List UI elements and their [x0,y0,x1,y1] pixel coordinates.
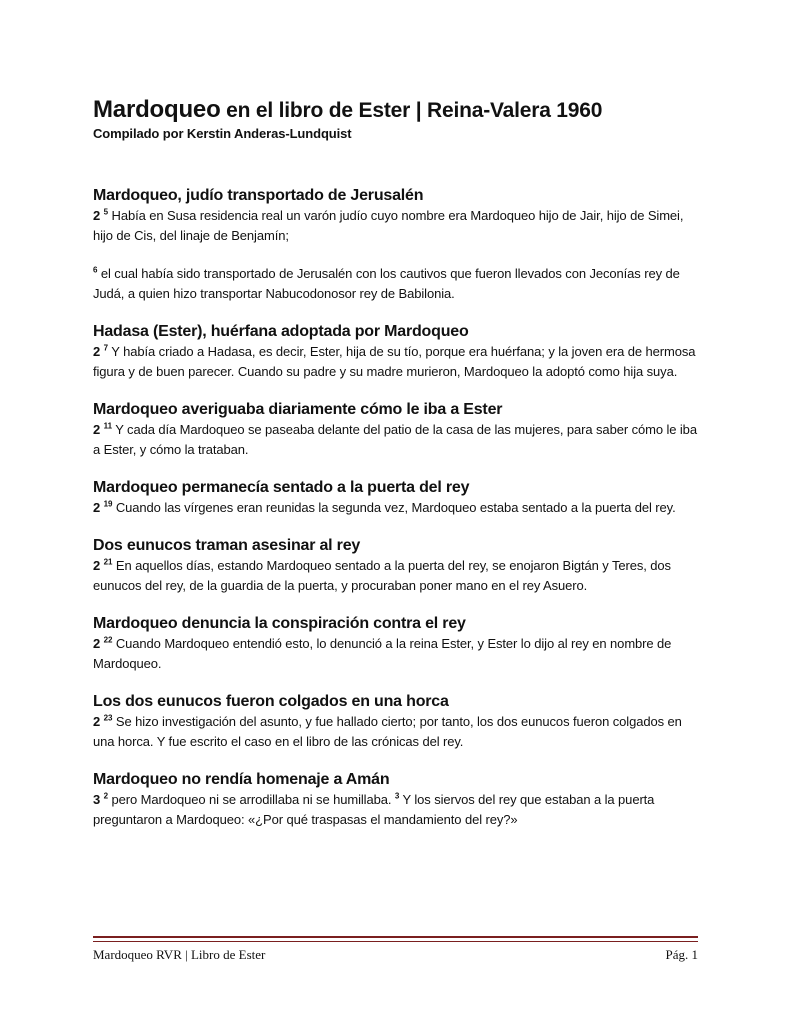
verse-paragraph [93,634,703,674]
chapter-number: 2 [93,636,104,651]
verse-number: 22 [103,635,113,645]
document-body [93,186,703,848]
section [93,614,703,674]
verse-number: 11 [103,421,112,431]
section-heading: Los dos eunucos fueron colgados en una horca [93,693,449,710]
section [93,478,703,518]
section [93,186,703,304]
verse-text: Había en Susa residencia real un varón judío cuyo nombre era Mardoqueo hijo de Jair, hijo de Simei, hijo de Cis, del linaje de Benjamín; [93,208,684,243]
footer-title: Mardoqueo RVR | Libro de Ester [93,947,266,962]
verse-number: 6 [93,265,98,275]
verse-text: Se hizo investigación del asunto, y fue hallado cierto; por tanto, los dos eunucos fueron colgados en una horca. Y fue escrito el caso en el libro de las crónicas del rey. [93,714,682,749]
chapter-number: 2 [93,422,104,437]
page-subtitle: Compilado por Kerstin Anderas-Lundquist [93,126,352,141]
section [93,692,703,752]
verse-number: 3 [394,791,400,801]
chapter-number: 2 [93,558,104,573]
verse-text: Y los siervos del rey que estaban a la puerta preguntaron a Mardoqueo: «¿Por qué traspasas el mandamiento del rey?» [93,792,655,827]
verse-number: 5 [103,207,109,217]
verse-text: pero Mardoqueo ni se arrodillaba ni se humillaba. [108,792,395,807]
section [93,536,703,596]
chapter-number: 2 [93,500,104,515]
verse-number: 23 [103,713,113,723]
section [93,770,703,830]
verse-paragraph [93,498,703,518]
section [93,400,703,460]
section-heading: Dos eunucos traman asesinar al rey [93,537,361,554]
verse-number: 19 [103,499,113,509]
chapter-number: 2 [93,714,104,729]
verse-text: el cual había sido transportado de Jerusalén con los cautivos que fueron llevados con Jeconías rey de Judá, a quien hizo transportar Nabucodonosor rey de Babilonia. [93,266,680,301]
verse-paragraph [93,342,703,382]
verse-text: En aquellos días, estando Mardoqueo sentado a la puerta del rey, se enojaron Bigtán y Teres, dos eunucos del rey, de la guardia de la puerta, y procuraban poner mano en el rey Asuero. [93,558,671,593]
verse-number: 21 [103,557,113,567]
section-heading: Hadasa (Ester), huérfana adoptada por Mardoqueo [93,323,469,340]
verse-text: Y había criado a Hadasa, es decir, Ester, hija de su tío, porque era huérfana; y la joven era de hermosa figura y de buen parecer. Cuando su padre y su madre murieron, Mardoqueo la adoptó como hija suya. [93,344,696,379]
chapter-number: 3 [93,792,104,807]
verse-text: Y cada día Mardoqueo se paseaba delante del patio de la casa de las mujeres, para saber cómo le iba a Ester, y cómo la trataban. [93,422,697,457]
verse-paragraph [93,206,703,246]
verse-paragraph [93,264,703,304]
section-heading: Mardoqueo, judío transportado de Jerusalén [93,187,424,204]
verse-paragraph [93,712,703,752]
page-number: Pág. 1 [665,947,698,962]
verse-number: 7 [103,343,109,353]
chapter-number: 2 [93,344,104,359]
section-heading: Mardoqueo averiguaba diariamente cómo le iba a Ester [93,401,503,418]
verse-paragraph [93,556,703,596]
footer-rule-thin [93,941,698,942]
verse-number: 2 [103,791,109,801]
page-title [93,96,602,124]
footer-rule-thick [93,936,698,938]
verse-paragraph [93,790,703,830]
section-heading: Mardoqueo denuncia la conspiración contra el rey [93,615,466,632]
verse-paragraph [93,420,703,460]
section [93,322,703,382]
section-heading: Mardoqueo no rendía homenaje a Amán [93,771,390,788]
chapter-number: 2 [93,208,104,223]
title-rest: en el libro de Ester | Reina-Valera 1960 [220,99,603,122]
section-heading: Mardoqueo permanecía sentado a la puerta del rey [93,479,470,496]
verse-text: Cuando las vírgenes eran reunidas la segunda vez, Mardoqueo estaba sentado a la puerta del rey. [112,500,676,515]
title-main: Mardoqueo [93,96,221,123]
verse-text: Cuando Mardoqueo entendió esto, lo denunció a la reina Ester, y Ester lo dijo al rey en nombre de Mardoqueo. [93,636,672,671]
